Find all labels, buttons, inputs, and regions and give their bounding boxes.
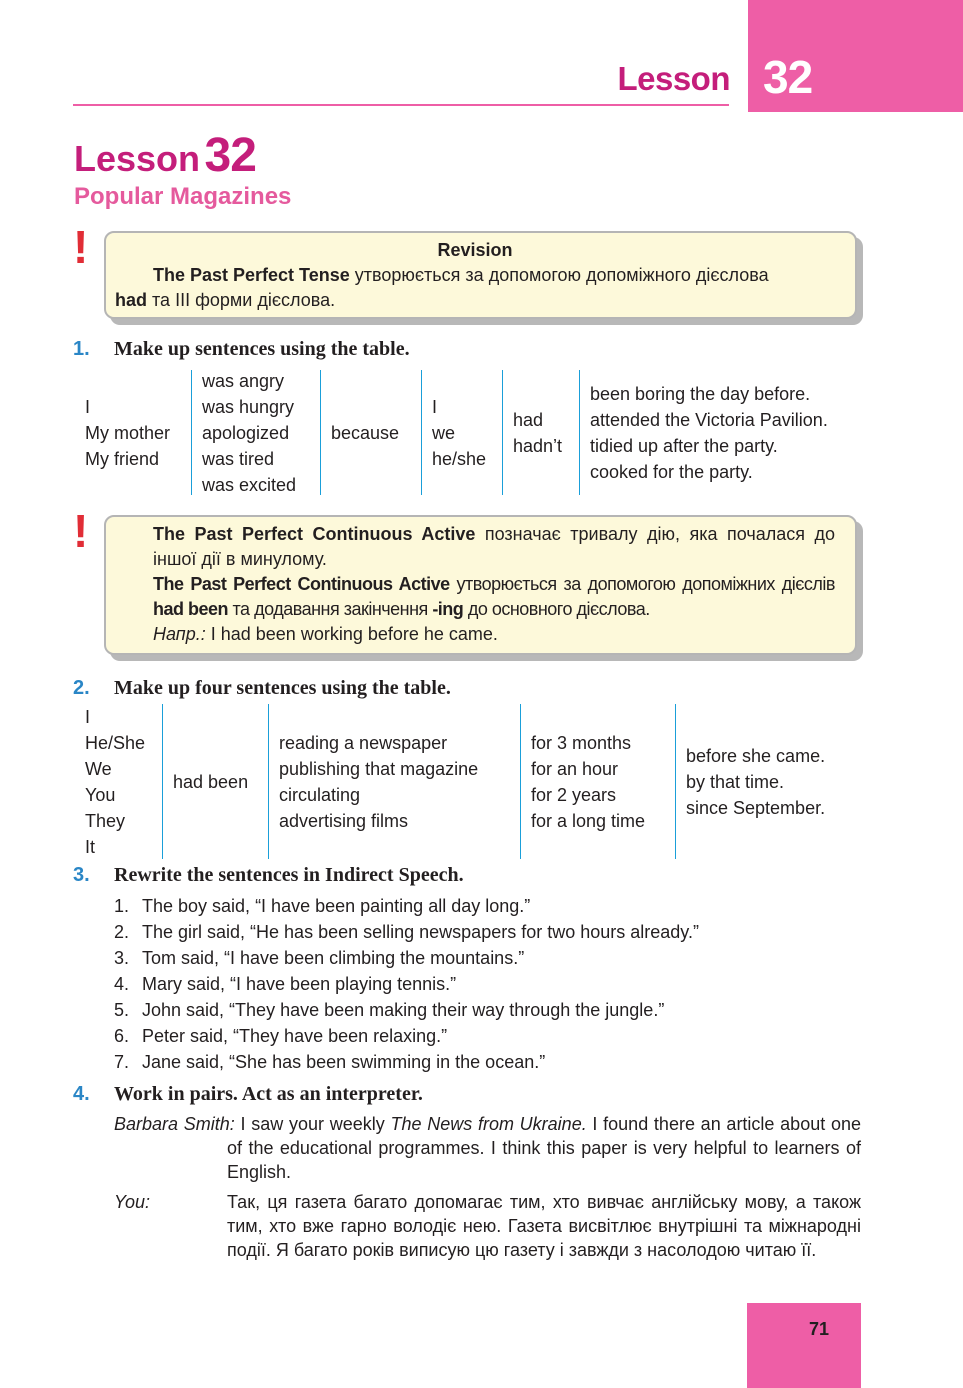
table2-cell: It [85,836,96,857]
list-item [114,1049,699,1075]
table2-col-durations [520,704,675,859]
note1-text2: та ІІІ форми дієслова. [147,290,336,310]
table1-cell: hadn’t [513,435,563,456]
list-item [114,893,699,919]
item-number: 7. [114,1052,130,1072]
table1-cell: My mother [85,422,171,443]
list-item [114,945,699,971]
table1-cell: he/she [432,448,487,469]
line2: Так, ця газета багато допомагає тим, хто вивчає англійську мову, а також тим, хто вже гарно володіє нею. Газета висвітлює внутрішні та міжнародні події. Я багато років виписую цю газету і завжди з насолодою читаю її. [227,1192,861,1260]
table1-cell: was hungry [202,396,295,417]
table2-cell: He/She [85,732,146,753]
table1-cell: tidied up after the party. [590,435,778,456]
exercise-3-title: Rewrite the sentences in Indirect Speech. [114,864,464,886]
exercise-1-table [75,370,869,495]
table1-cell: we [432,422,456,443]
dialogue [114,1112,861,1262]
list-item [114,919,699,945]
item-text: John said, “They have been making their way through the jungle.” [142,1000,665,1020]
table2-cell: They [85,810,126,831]
item-text: Jane said, “She has been swimming in the ocean.” [142,1052,546,1072]
table2-cell: You [85,784,116,805]
table2-col-actions [268,704,520,859]
table2-cell: for an hour [531,758,619,779]
list-item [114,1023,699,1049]
note2-bold3: -ing [432,599,464,619]
revision-note [104,231,857,319]
header-divider [73,104,729,106]
item-text: Mary said, “I have been playing tennis.” [142,974,457,994]
table1-cell: was tired [202,448,275,469]
note2-text2b: та додавання закінчення [228,599,433,619]
table1-cell: I [85,396,91,417]
table2-cell: circulating [279,784,361,805]
item-number: 2. [114,922,130,942]
item-number: 1. [114,896,130,916]
exclamation-icon: ! [73,221,89,273]
speaker-barbara: Barbara Smith: [114,1114,235,1134]
exercise-2-title: Make up four sentences using the table. [114,677,451,699]
table1-col-endings [579,370,869,495]
exercise-1-number: 1. [73,338,90,360]
table2-col-ends [675,704,855,859]
note1-term: The Past Perfect Tense [153,265,350,285]
grammar-note [104,515,857,655]
note2-term2: The Past Perfect Continuous Active [153,574,450,594]
table2-cell: I [85,706,91,727]
exercise-2-table [75,704,855,859]
exclamation-icon: ! [73,505,89,557]
table1-cell: cooked for the party. [590,461,753,482]
title-number: 32 [204,129,256,182]
item-text: The girl said, “He has been selling newspapers for two hours already.” [142,922,699,942]
item-text: The boy said, “I have been painting all day long.” [142,896,531,916]
dialogue-line-you [114,1190,861,1262]
table1-cell: I [432,396,438,417]
table2-cell: for a long time [531,810,646,831]
table1-col-aux [502,370,579,495]
newspaper-title: The News from Ukraine. [390,1114,587,1134]
note2-text1: позначає тривалу дію, яка почалася до іншої дії в минулому. [153,524,835,569]
list-item [114,997,699,1023]
note2-example-label: Напр.: [153,624,206,644]
table2-cell: had been [173,771,249,792]
item-number: 4. [114,974,130,994]
item-number: 5. [114,1000,130,1020]
list-item [114,971,699,997]
item-text: Peter said, “They have been relaxing.” [142,1026,448,1046]
table2-cell: by that time. [686,771,785,792]
table2-cell: before she came. [686,745,826,766]
table2-cell: publishing that magazine [279,758,479,779]
table2-col-subjects [75,704,162,859]
exercise-4-title: Work in pairs. Act as an interpreter. [114,1083,423,1105]
page-number: 71 [808,1319,830,1339]
exercise-3-number: 3. [73,864,90,886]
table2-cell: since September. [686,797,826,818]
table2-cell: advertising films [279,810,409,831]
page-number-box [747,1303,861,1388]
table2-cell: for 2 years [531,784,617,805]
table2-cell: for 3 months [531,732,632,753]
dialogue-line-barbara [114,1112,861,1184]
note2-example: I had been working before he came. [205,624,498,644]
table1-col-states [191,370,320,495]
item-number: 3. [114,948,130,968]
table1-col-pronouns [421,370,502,495]
table1-cell: was excited [202,474,297,495]
table1-col-conj [320,370,421,495]
line1b: I found there an article about one of the educational programmes. I think this paper is very helpful to learners of English. [227,1114,861,1182]
table1-cell: apologized [202,422,290,443]
note2-term1: The Past Perfect Continuous Active [153,524,476,544]
header-lesson-word: Lesson [617,60,730,97]
exercise-3-list [114,893,699,1075]
page-subtitle: Popular Magazines [74,183,292,210]
table2-cell: reading a newspaper [279,732,448,753]
note2-text2c: до основного дієслова. [463,599,650,619]
note2-bold2: had been [153,599,229,619]
exercise-1-title: Make up sentences using the table. [114,338,410,360]
exercise-4-number: 4. [73,1083,90,1105]
table1-cell: attended the Victoria Pavilion. [590,409,828,430]
title-word: Lesson [74,138,201,179]
table1-cell: was angry [202,370,285,391]
table1-cell: My friend [85,448,160,469]
table1-cell: been boring the day before. [590,383,811,404]
item-number: 6. [114,1026,130,1046]
table2-cell: We [85,758,112,779]
note1-text1: утворюється за допомогою допоміжного дієслова [349,265,769,285]
speaker-you: You: [114,1192,151,1212]
line1a: I saw your weekly [234,1114,391,1134]
header-lesson-number: 32 [763,51,813,103]
exercise-2-number: 2. [73,677,90,699]
note1-bold2: had [115,290,148,310]
note2-text2a: утворюється за допомогою допоміжних дієслів [449,574,835,594]
page-title [74,128,256,183]
item-text: Tom said, “I have been climbing the mountains.” [142,948,525,968]
revision-heading: Revision [437,240,513,260]
table2-col-aux [162,704,268,859]
table1-col-subjects [75,370,191,495]
table1-cell: because [331,422,400,443]
table1-cell: had [513,409,544,430]
